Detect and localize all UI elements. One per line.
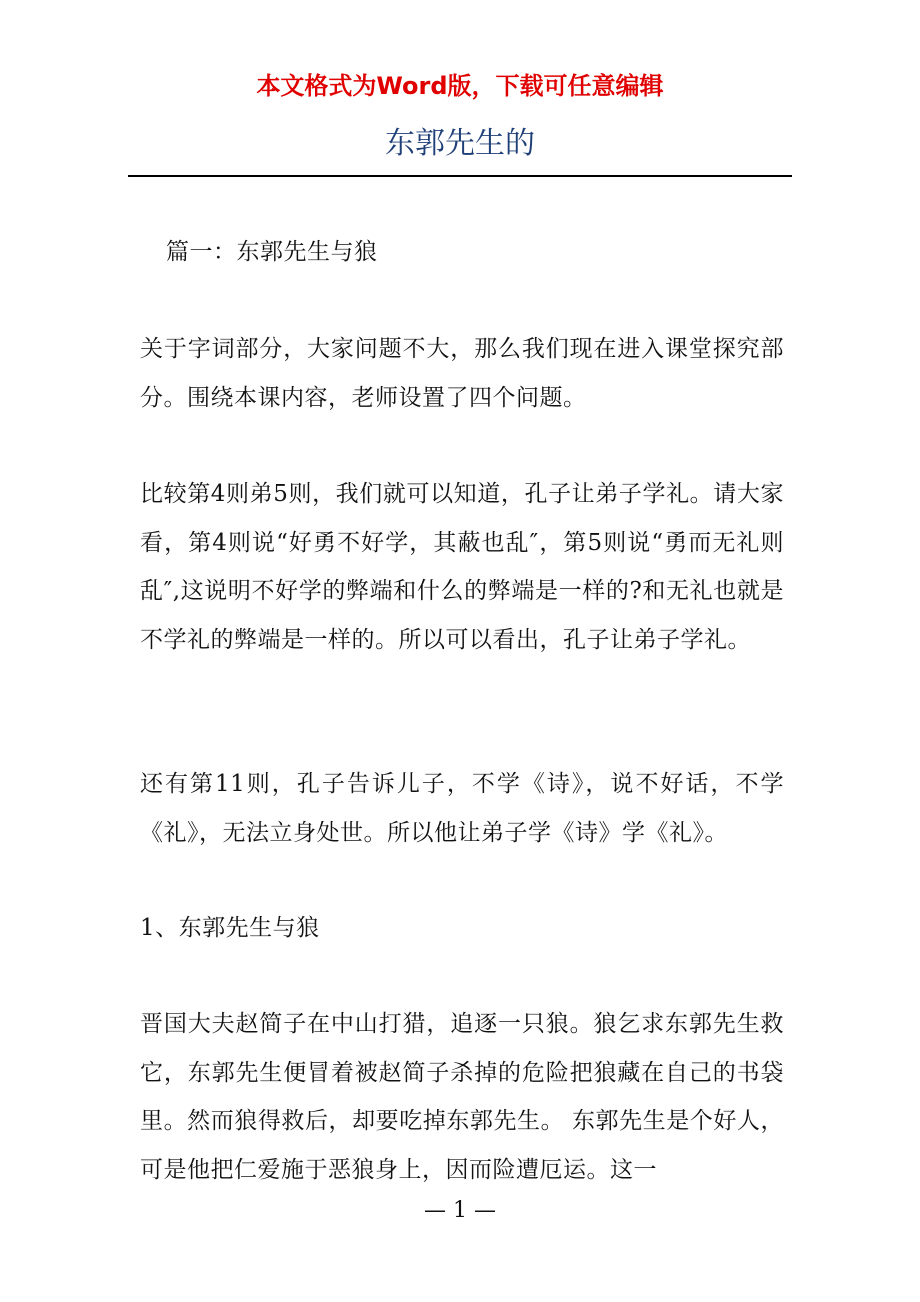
paragraph-2: 比较第4则弟5则，我们就可以知道，孔子让弟子学礼。请大家看，第4则说“好勇不好学，其蔽也乱″，第5则说“勇而无礼则乱″,这说明不好学的弊端和什么的弊端是一样的?和无礼也就是不学礼的弊端是一样的。所以可以看出，孔子让弟子学礼。 xyxy=(140,481,784,653)
paragraph-3: 还有第11则，孔子告诉儿子，不学《诗》，说不好话，不学《礼》，无法立身处世。所以他让弟子学《诗》学《礼》。 xyxy=(140,771,784,846)
paragraph-4: 晋国大夫赵简子在中山打猎，追逐一只狼。狼乞求东郭先生救它，东郭先生便冒着被赵简子杀掉的危险把狼藏在自己的书袋里。然而狼得救后，却要吃掉东郭先生。 东郭先生是个好人，可是他把仁爱施于恶狼身上，因而险遭厄运。这一 xyxy=(140,1011,784,1183)
section-heading-1: 篇一：东郭先生与狼 xyxy=(166,239,378,265)
title-divider xyxy=(128,175,792,177)
word-format-notice: 本文格式为Word版，下载可任意编辑 xyxy=(256,72,664,100)
document-title: 东郭先生的 xyxy=(385,126,535,161)
section-heading-2: 1、东郭先生与狼 xyxy=(140,915,320,941)
paragraph-1: 关于字词部分，大家问题不大，那么我们现在进入课堂探究部分。围绕本课内容，老师设置了四个问题。 xyxy=(140,336,784,411)
page-number: — 1 — xyxy=(424,1198,496,1223)
